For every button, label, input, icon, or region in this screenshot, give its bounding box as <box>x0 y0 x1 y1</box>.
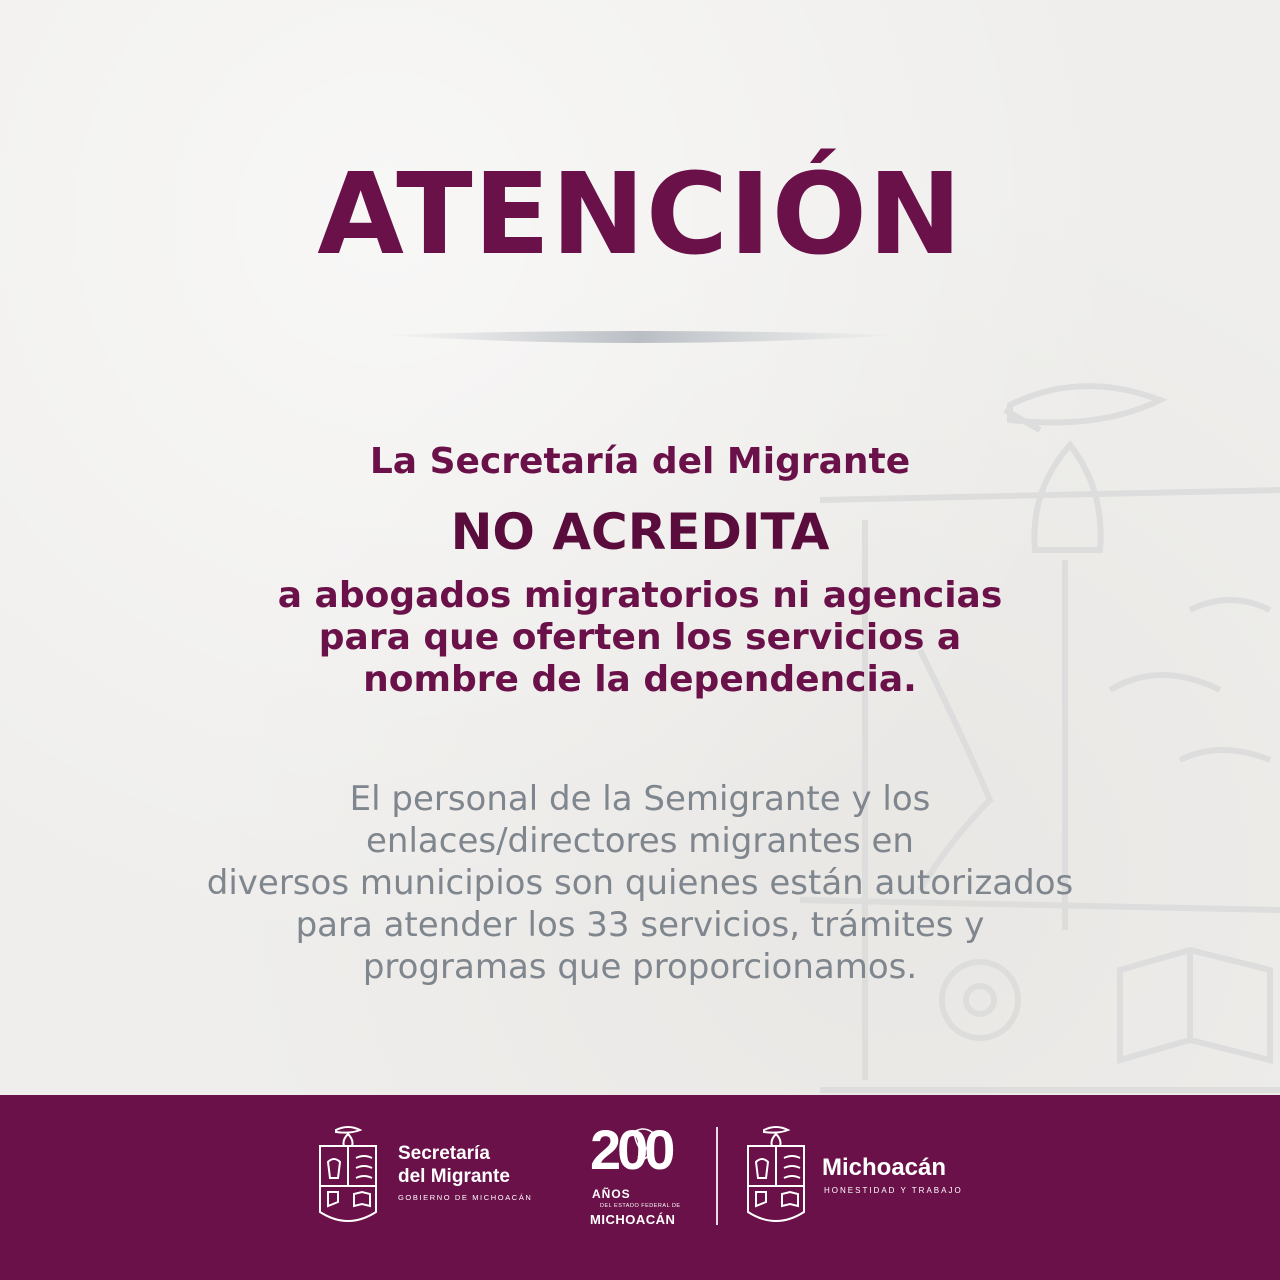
notice-detail-line: para que oferten los servicios a <box>318 617 962 658</box>
anniversary-emblem-icon <box>628 1126 658 1166</box>
secretaria-name <box>398 1142 510 1188</box>
paragraph-line: para atender los 33 servicios, trámites y <box>295 905 985 945</box>
paragraph-line: programas que proporcionamos. <box>362 947 918 987</box>
paragraph-line: diversos municipios son quienes están autorizados <box>206 863 1074 903</box>
paragraph-line: El personal de la Semigrante y los <box>349 779 931 819</box>
michoacan-name: Michoacán <box>822 1154 947 1181</box>
page-title: ATENCIÓN <box>317 150 963 280</box>
authorized-staff-paragraph <box>0 778 1280 988</box>
notice-subject: La Secretaría del Migrante <box>369 441 911 482</box>
anniversary-subtitle: DEL ESTADO FEDERAL DE <box>600 1203 681 1209</box>
secretaria-name-line: del Migrante <box>398 1166 510 1187</box>
state-shield-icon <box>744 1122 808 1230</box>
title-divider <box>380 325 900 355</box>
notice-detail-line: nombre de la dependencia. <box>363 659 917 700</box>
secretaria-name-line: Secretaría <box>398 1143 490 1164</box>
notice-emphasis: NO ACREDITA <box>450 503 830 561</box>
notice-detail <box>0 575 1280 701</box>
secretaria-subtitle: GOBIERNO DE MICHOACÁN <box>398 1193 533 1202</box>
michoacan-slogan: HONESTIDAD Y TRABAJO <box>824 1186 963 1195</box>
anniversary-state: MICHOACÁN <box>590 1212 676 1227</box>
paragraph-line: enlaces/directores migrantes en <box>366 821 914 861</box>
notice-detail-line: a abogados migratorios ni agencias <box>277 575 1003 616</box>
anniversary-number: 200 <box>590 1118 672 1181</box>
state-shield-icon <box>316 1122 380 1230</box>
footer-divider <box>716 1127 718 1225</box>
anniversary-word: AÑOS <box>592 1187 631 1201</box>
